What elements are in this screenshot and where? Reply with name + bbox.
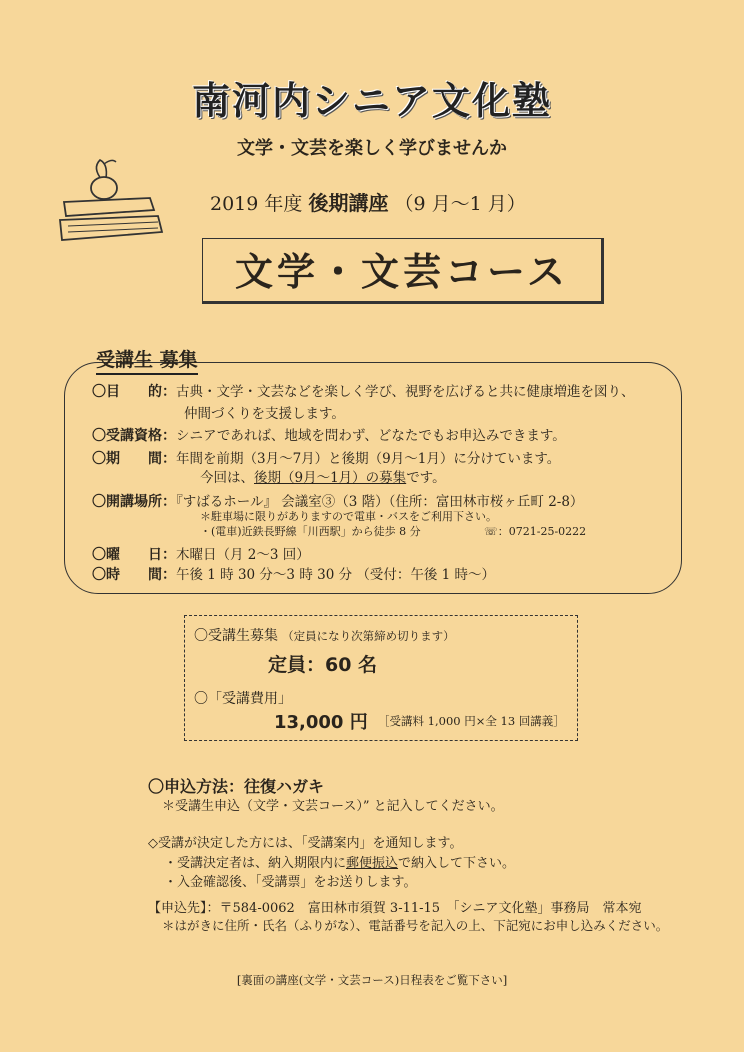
purpose-label: 〇目 的： (92, 384, 176, 400)
time-row (92, 563, 495, 584)
period-current-highlight: 後期（9月～1月）の募集 (254, 470, 407, 486)
time-label: 〇時 間： (92, 567, 176, 583)
apply-method: 〇申込方法：往復ハガキ (148, 777, 325, 796)
term-line (210, 187, 526, 216)
bullet-1-highlight: 郵便振込 (346, 856, 399, 871)
term-name: 後期講座 (308, 191, 389, 215)
time-text: 午後 1 時 30 分～3 時 30 分 （受付：午後 1 時～） (176, 567, 496, 583)
venue-parking-note: ＊駐車場に限りがありますので電車・バスをご利用下さい。 (200, 510, 497, 523)
period-row-2 (200, 466, 446, 486)
day-label: 〇曜 日： (92, 547, 176, 563)
apply-decided: ◇受講が決定した方には、「受講案内」を通知します。 (148, 836, 463, 851)
venue-text: 『すばるホール』 会議室③（3 階）（住所：富田林市桜ヶ丘町 2-8） (176, 494, 584, 510)
apply-decided-bullet-2: ・入金確認後、「受講票」をお送りします。 (164, 875, 417, 890)
recruit-heading: 受講生 募集 (96, 345, 198, 375)
apply-method-note: ＊受講生申込（文学・文芸コース）” と記入してください。 (162, 799, 504, 814)
qualification-label: 〇受講資格： (92, 428, 176, 444)
fee-amount: 13,000 円 (274, 712, 368, 733)
period-label: 〇期 間： (92, 451, 176, 467)
venue-phone: ☏：0721-25-0222 (484, 525, 587, 538)
venue-label: 〇開講場所： (92, 494, 176, 510)
apply-address-note: ＊はがきに住所・氏名（ふりがな）、電話番号を記入の上、下記宛にお申し込みください。 (162, 918, 669, 933)
period-current-post: です。 (406, 470, 446, 486)
apply-decided-bullet-1 (164, 852, 515, 871)
purpose-text: 古典・文学・文芸などを楽しく学び、視野を広げると共に健康増進を図り、 (176, 384, 635, 400)
footer-note: [裏面の講座(文学・文芸コース)日程表をご覧下さい] (236, 973, 508, 987)
day-text: 木曜日（月 2～3 回） (176, 547, 310, 563)
capacity-text: 定員：60 名 (268, 654, 378, 676)
qualification-text: シニアであれば、地域を問わず、どなたでもお申込みできます。 (176, 428, 566, 444)
books-apple-icon (54, 158, 166, 248)
term-year: 2019 年度 (210, 193, 303, 215)
recruit-line (194, 625, 455, 645)
period-current-pre: 今回は、 (200, 470, 254, 486)
period-text: 年間を前期（3月～7月）と後期（9月～1月）に分けています。 (176, 451, 561, 467)
venue-train-note: ・(電車)近鉄長野線「川西駅」から徒歩 8 分 (200, 525, 421, 538)
purpose-row-2: 仲間づくりを支援します。 (184, 406, 345, 422)
qualification-row (92, 424, 566, 445)
fee-label: 〇「受講費用」 (194, 691, 292, 707)
page-subtitle: 文学・文芸を楽しく学びませんか (237, 138, 507, 159)
apply-address: 【申込先】：〒584-0062 富田林市須賀 3-11-15 「シニア文化塾」事務局 常本宛 (148, 901, 642, 916)
term-period: （9 月～1 月） (394, 193, 526, 215)
purpose-row (92, 380, 634, 401)
recruit-line-note: （定員になり次第締め切ります） (282, 629, 455, 643)
bullet-1-pre: ・受講決定者は、納入期限内に (164, 856, 347, 871)
page-title: 南河内シニア文化塾 (191, 79, 552, 123)
fee-detail: ［受講料 1,000 円×全 13 回講義］ (378, 714, 565, 728)
recruit-line-label: 〇受講生募集 (194, 628, 278, 644)
course-title: 文学・文芸コース (202, 238, 604, 304)
period-row (92, 447, 560, 468)
bullet-1-post: で納入して下さい。 (398, 856, 516, 871)
day-row (92, 543, 310, 564)
